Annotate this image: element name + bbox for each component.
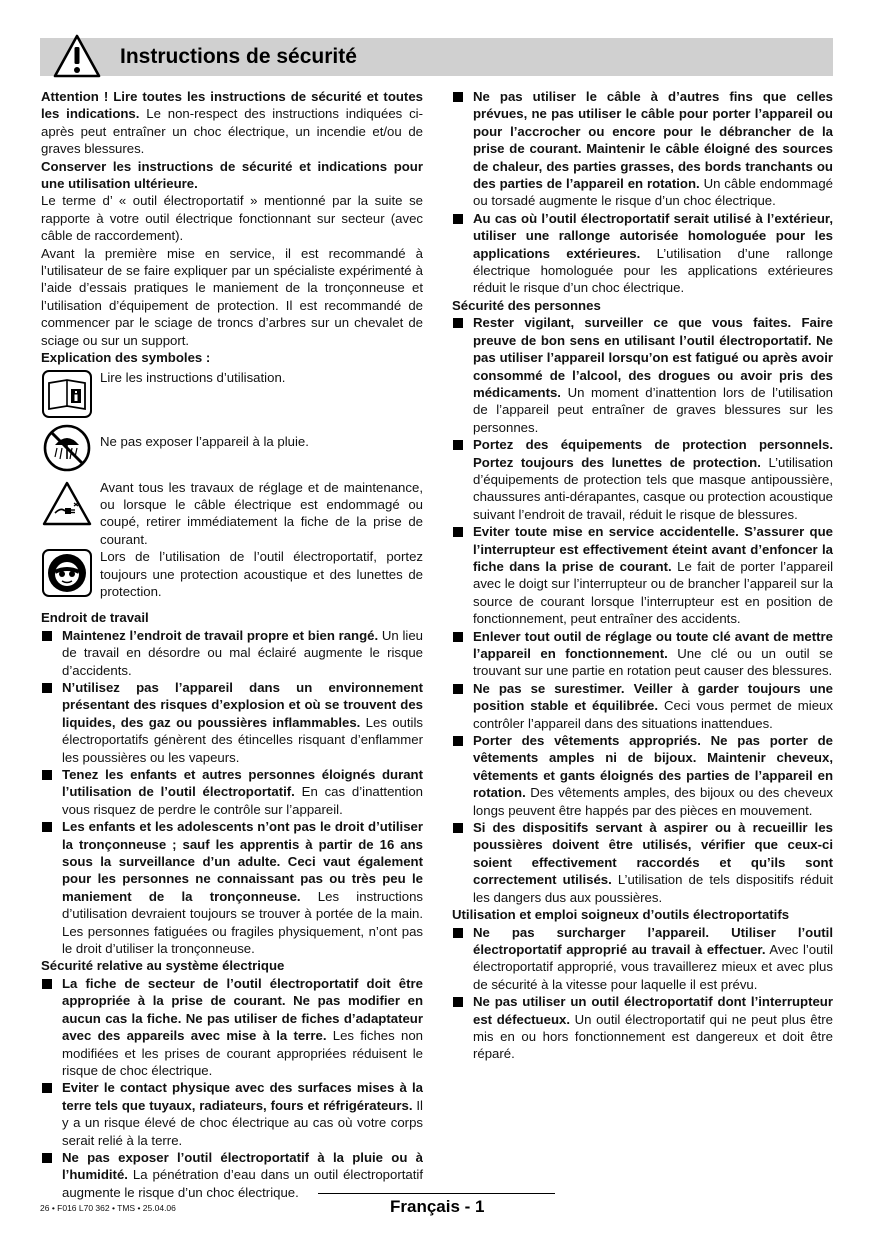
symbol-row: [41, 423, 423, 473]
intro-attention: Attention ! Lire toutes les instructions de sécurité et toutes les indications. Le non-respect des instructions indiquées ci-après peut entraîner un choc électrique, un incendie et/ou de graves blessures.: [41, 89, 423, 157]
list-item: Ne pas surcharger l’appareil. Utiliser l’outil électroportatif approprié au travail à effectuer. Avec l’outil électroportatif approprié, vous travaillerez mieux et avec plus de sécurité à la vitesse pour laquelle il est prévu.: [452, 924, 833, 994]
list-item: Au cas où l’outil électroportatif serait utilisé à l’extérieur, utiliser une rallonge autorisée homologuée pour les applications extérieures. L’utilisation d’une rallonge électrique homologuée pour les applications extérieures réduit le risque d’un choc électrique.: [452, 210, 833, 297]
document-reference: 26 • F016 L70 362 • TMS • 25.04.06: [40, 1203, 176, 1213]
right-column: [452, 88, 833, 1063]
symbol-row: [41, 548, 423, 600]
list-item: Eviter toute mise en service accidentelle. S’assurer que l’interrupteur est effectivement éteint avant d’enfoncer la fiche dans la prise de courant. Le fait de porter l’appareil avec le doigt sur l’interrupteur ou de brancher l’appareil sur la source de courant lorsque l’interrupteur est en position de fonctionnement, peut entraîner des accidents.: [452, 523, 833, 627]
list-item: Maintenez l’endroit de travail propre et bien rangé. Un lieu de travail en désordre ou mal éclairé augmente le risque d’accidents.: [41, 627, 423, 679]
read-manual-icon: [41, 369, 93, 419]
list-item: Ne pas exposer l’outil électroportatif à la pluie ou à l’humidité. La pénétration d’eau dans un outil électroportatif augmente le risque d’un choc électrique.: [41, 1149, 423, 1201]
symbol-text: Avant tous les travaux de réglage et de maintenance, ou lorsque le câble électrique est endommagé ou coupé, retirer immédiatement la fiche de la prise de courant.: [100, 479, 423, 547]
symbol-text: Lors de l’utilisation de l’outil électroportatif, portez toujours une protection acoustique et des lunettes de protection.: [100, 549, 423, 599]
symbol-row: [41, 369, 423, 419]
symbol-text: Lire les instructions d’utilisation.: [100, 369, 286, 385]
left-column: [41, 88, 423, 1201]
symbol-text: Ne pas exposer l’appareil à la pluie.: [100, 433, 309, 449]
list-item: Enlever tout outil de réglage ou toute clé avant de mettre l’appareil en fonctionnement. Une clé ou un outil se trouvant sur une partie en rotation peut causer des blessures.: [452, 628, 833, 680]
list-item: Rester vigilant, surveiller ce que vous faites. Faire preuve de bon sens en utilisant l’outil électroportatif. Ne pas utiliser l’appareil lorsqu’on est fatigué ou après avoir consommé de l’alcool, des drogues ou avoir pris des médicaments. Un moment d’inattention lors de l’utilisation de l’appareil peut entraîner de graves blessures sur les personnes.: [452, 314, 833, 436]
warning-triangle-icon: [52, 33, 102, 79]
ear-eye-protection-icon: [41, 548, 93, 598]
intro-term: Le terme d’ « outil électroportatif » mentionné par la suite se rapporte à votre outil électrique fonctionnant sur secteur (avec câble de raccordement).: [41, 193, 423, 244]
header-bar: [40, 38, 833, 76]
list-item: Tenez les enfants et autres personnes éloignés durant l’utilisation de l’outil électroportatif. En cas d’inattention vous risquez de perdre le contrôle sur l’appareil.: [41, 766, 423, 818]
list-item: Si des dispositifs servant à aspirer ou à recueillir les poussières doivent être utilisés, vérifier que ceux-ci soient effectivement raccordés et qu’ils sont correctement utilisés. L’utilisation de tels dispositifs réduit les dangers dus aux poussières.: [452, 819, 833, 906]
list-item: Ne pas utiliser le câble à d’autres fins que celles prévues, ne pas utiliser le câble pour porter l’appareil ou pour l’accrocher ou encore pour le débrancher de la prise de courant. Maintenir le câble éloigné des sources de chaleur, des parties grasses, des bords tranchants ou des parties de l’appareil en rotation. Un câble endommagé ou torsadé augmente le risque d’un choc électrique.: [452, 88, 833, 210]
footer-divider: [318, 1193, 555, 1194]
symbols-heading: Explication des symboles :: [41, 350, 211, 366]
persons-heading: Sécurité des personnes: [452, 297, 601, 313]
list-item: Porter des vêtements appropriés. Ne pas porter de vêtements amples ni de bijoux. Maintenir cheveux, vêtements et gants éloignés des parties de l’appareil en rotation. Des vêtements amples, des bijoux ou des cheveux longs peuvent être happés par des pièces en mouvement.: [452, 732, 833, 819]
list-item: Les enfants et les adolescents n’ont pas le droit d’utiliser la tronçonneuse ; sauf les apprentis à partir de 16 ans sous la surveillance d’un adulte. Ceci vaut également pour les personnes ne connaissant pas ou très peu le maniement de la tronçonneuse. Les instructions d’utilisation devraient toujours se trouver à portée de la main. Les personnes fatiguées ou fragiles physiquement, n’ont pas le droit d’utiliser la tronçonneuse.: [41, 818, 423, 957]
list-item: Portez des équipements de protection personnels. Portez toujours des lunettes de protection. L’utilisation d’équipements de protection tels que masque antipoussière, chaussures anti-dérapantes, casque ou protection acoustique suivant l’endroit de travail, réduit le risque de blessures.: [452, 436, 833, 523]
intro-keep-instructions: Conserver les instructions de sécurité et indications pour une utilisation ultérieure.: [41, 158, 423, 192]
intro-first-use: Avant la première mise en service, il est recommandé à l’utilisateur de se faire expliquer par un spécialiste expérimenté à l’aide d’essais pratiques le maniement de la tronçonneuse et l’utilisation d’équipement de protection. Il est recommandé de commencer par le sciage de troncs d’arbres sur un chevalet de sciage ou sur un support.: [41, 245, 423, 348]
list-item: Ne pas utiliser un outil électroportatif dont l’interrupteur est défectueux. Un outil électroportatif qui ne peut plus être mis en ou hors fonctionnement est dangereux et doit être réparé.: [452, 993, 833, 1063]
usage-heading: Utilisation et emploi soigneux d’outils électroportatifs: [452, 907, 790, 923]
list-item: La fiche de secteur de l’outil électroportatif doit être appropriée à la prise de courant. Ne pas modifier en aucun cas la fiche. Ne pas utiliser de fiches d’adaptateur avec des appareils avec mise à la terre. Les fiches non modifiées et les prises de courant appropriées réduisent le risque de choc électrique.: [41, 975, 423, 1079]
list-item: Eviter le contact physique avec des surfaces mises à la terre tels que tuyaux, radiateurs, fours et réfrigérateurs. Il y a un risque élevé de choc électrique au cas où votre corps serait relié à la terre.: [41, 1079, 423, 1149]
page-label: Français - 1: [390, 1197, 485, 1216]
unplug-warning-icon: [41, 479, 93, 529]
no-rain-icon: [41, 423, 93, 473]
list-item: N’utilisez pas l’appareil dans un environnement présentant des risques d’explosion et où se trouvent des liquides, des gaz ou poussières inflammables. Les outils électroportatifs génèrent des étincelles risquant d’enflammer les poussières ou les vapeurs.: [41, 679, 423, 766]
electrical-heading: Sécurité relative au système électrique: [41, 958, 285, 974]
list-item: Ne pas se surestimer. Veiller à garder toujours une position stable et équilibrée. Ceci vous permet de mieux contrôler l’appareil dans des situations inattendues.: [452, 680, 833, 732]
symbol-row: [41, 479, 423, 549]
work-heading: Endroit de travail: [41, 610, 149, 626]
page-title: Instructions de sécurité: [120, 45, 357, 68]
